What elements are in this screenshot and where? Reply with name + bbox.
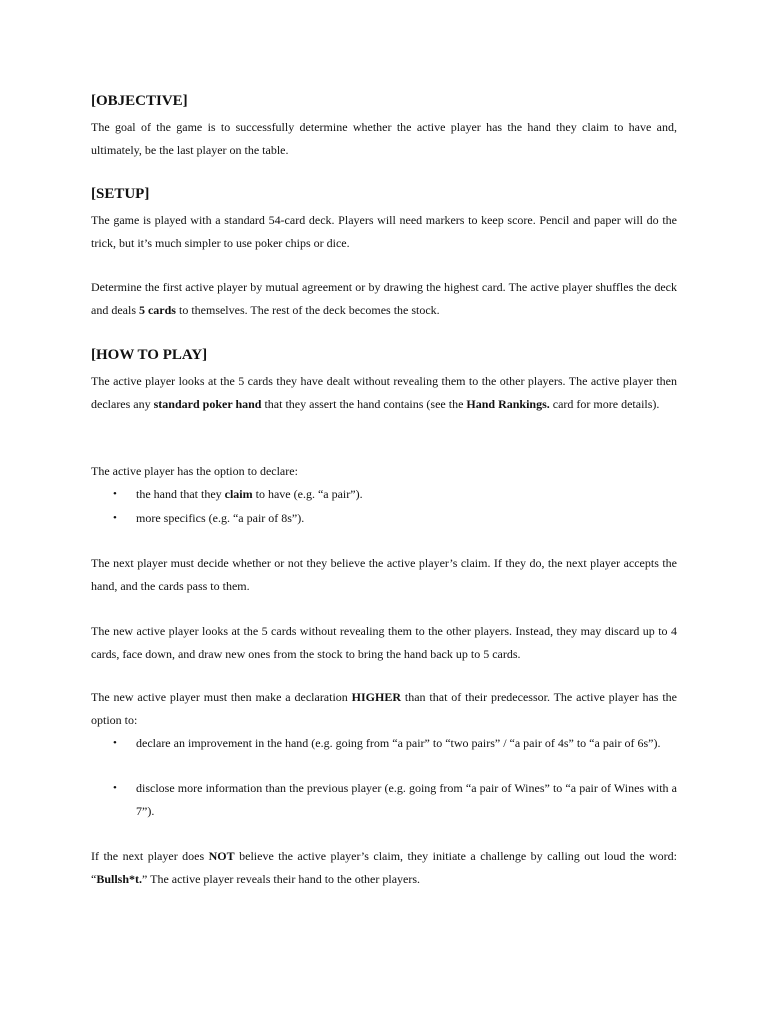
how-to-play-paragraph-3: The next player must decide whether or not they believe the active player’s claim. If they do, the next player accepts the hand, and the cards pass to them. <box>91 556 677 593</box>
how-to-play-paragraph-4: The new active player looks at the 5 cards without revealing them to the other players. Instead, they may discard up to 4 cards, face down, and draw new ones from the stock to bring the hand back up to 5 cards. <box>91 624 677 661</box>
setup-paragraph-1: The game is played with a standard 54-card deck. Players will need markers to keep score. Pencil and paper will do the trick, but it’s much simpler to use poker chips or dice. <box>91 213 677 250</box>
how-to-play-paragraph-6: If the next player does NOT believe the active player’s claim, they initiate a challenge by calling out loud the word: “Bullsh*t.” The active player reveals their hand to the other players. <box>91 849 677 886</box>
how-to-play-paragraph-5: The new active player must then make a declaration HIGHER than that of their predecessor. The active player has the option to: <box>91 690 677 727</box>
bullet-icon: • <box>113 512 117 524</box>
section-heading-setup: [SETUP] <box>91 186 150 202</box>
setup-paragraph-2: Determine the first active player by mutual agreement or by drawing the highest card. The active player shuffles the deck and deals 5 cards to themselves. The rest of the deck becomes the stock. <box>91 280 677 317</box>
objective-paragraph: The goal of the game is to successfully determine whether the active player has the hand they claim to have and, ultimately, be the last player on the table. <box>91 120 677 157</box>
bullet-icon: • <box>113 782 117 794</box>
list-item: • disclose more information than the previous player (e.g. going from “a pair of Wines” to “a pair of Wines with a 7”). <box>91 777 677 822</box>
bullet-icon: • <box>113 488 117 500</box>
list-item: • declare an improvement in the hand (e.g. going from “a pair” to “two pairs” / “a pair of 4s” to “a pair of 6s”). <box>91 732 677 755</box>
bullet-icon: • <box>113 737 117 749</box>
list-item: • the hand that they claim to have (e.g. “a pair”). <box>91 483 677 506</box>
section-heading-how-to-play: [HOW TO PLAY] <box>91 347 208 363</box>
section-heading-objective: [OBJECTIVE] <box>91 93 188 109</box>
list-item: • more specifics (e.g. “a pair of 8s”). <box>91 507 677 530</box>
how-to-play-paragraph-2: The active player has the option to declare: <box>91 464 298 478</box>
how-to-play-paragraph-1: The active player looks at the 5 cards they have dealt without revealing them to the other players. The active player then declares any standard poker hand that they assert the hand contains (see the Hand Rankings. card for more details). <box>91 374 677 411</box>
